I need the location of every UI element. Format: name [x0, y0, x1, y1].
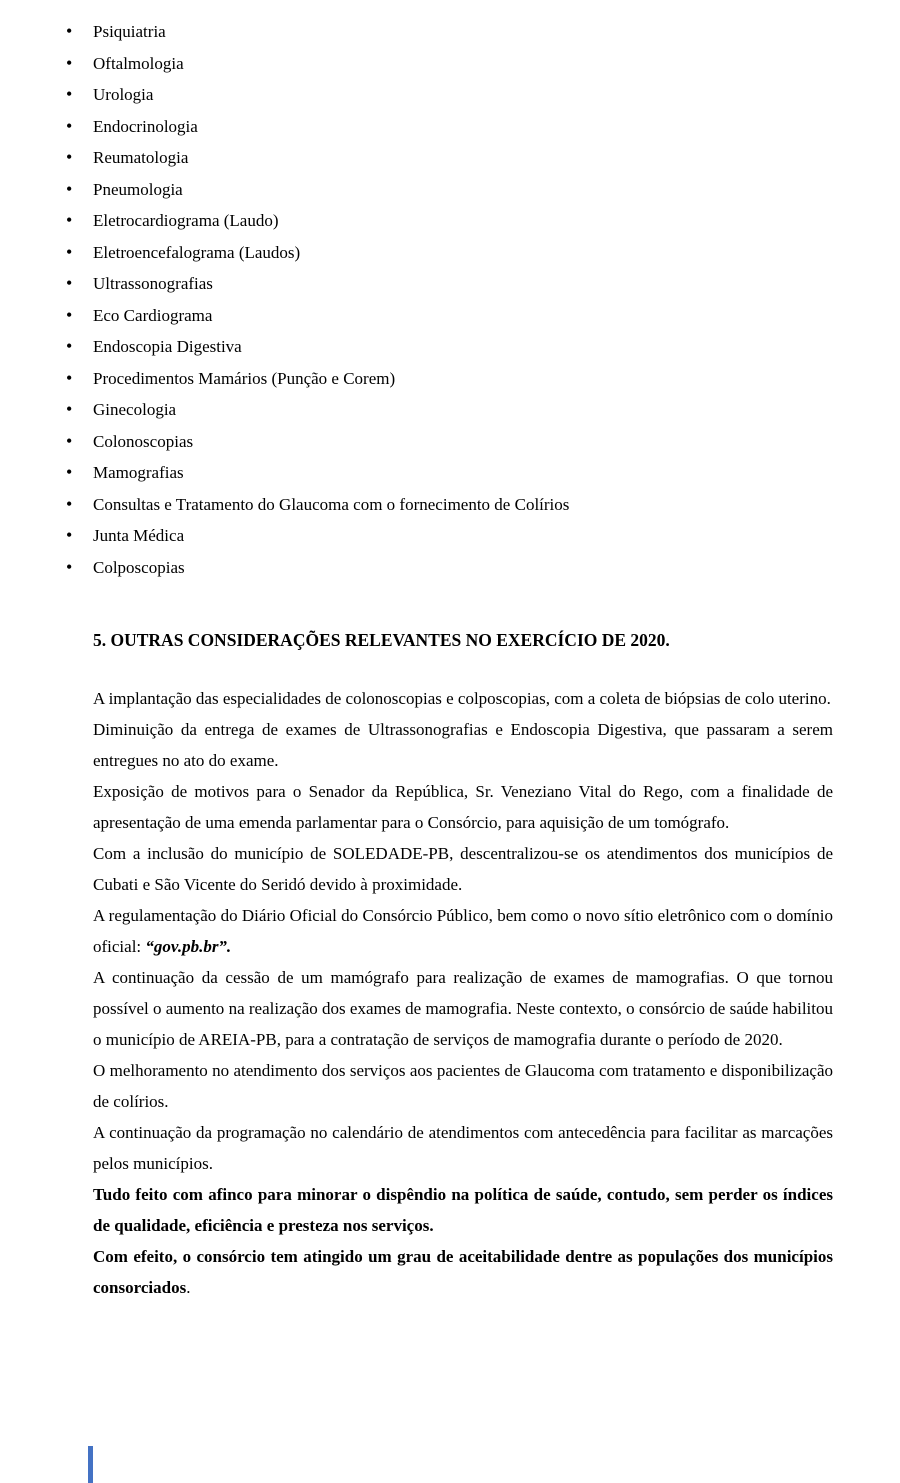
list-item: • Eletroencefalograma (Laudos) — [0, 237, 900, 269]
paragraph: Exposição de motivos para o Senador da República, Sr. Veneziano Vital do Rego, com a finalidade de apresentação de uma emenda parlamentar para o Consórcio, para aquisição de um tomógrafo. — [93, 782, 833, 832]
paragraph-text: . — [186, 1278, 191, 1297]
paragraph-text: A regulamentação do Diário Oficial do Consórcio Público, bem como o novo sítio eletrônico com o domínio oficial: — [93, 906, 833, 956]
list-item: • Mamografias — [0, 457, 900, 489]
paragraph — [93, 900, 833, 962]
blue-edge-marker — [88, 1446, 93, 1483]
paragraph-bold: Tudo feito com afinco para minorar o dispêndio na política de saúde, contudo, sem perder os índices de qualidade, eficiência e presteza nos serviços. — [93, 1185, 833, 1235]
list-item: • Reumatologia — [0, 142, 900, 174]
list-item: • Oftalmologia — [0, 48, 900, 80]
list-item: • Eletrocardiograma (Laudo) — [0, 205, 900, 237]
paragraph-text: Com efeito, o consórcio tem atingido um grau de aceitabilidade dentre as populações dos municípios consorciados — [93, 1247, 833, 1297]
list-item: • Procedimentos Mamários (Punção e Corem) — [0, 363, 900, 395]
section-body — [93, 683, 833, 1303]
list-item: • Eco Cardiograma — [0, 300, 900, 332]
list-item: • Consultas e Tratamento do Glaucoma com o fornecimento de Colírios — [0, 489, 900, 521]
list-item: • Ultrassonografias — [0, 268, 900, 300]
section-heading: 5. OUTRAS CONSIDERAÇÕES RELEVANTES NO EXERCÍCIO DE 2020. — [93, 630, 670, 650]
paragraph: Com a inclusão do município de SOLEDADE-PB, descentralizou-se os atendimentos dos municípios de Cubati e São Vicente do Seridó devido à proximidade. — [93, 844, 833, 894]
list-item: • Colposcopias — [0, 552, 900, 584]
list-item: • Colonoscopias — [0, 426, 900, 458]
list-item: • Ginecologia — [0, 394, 900, 426]
paragraph: Diminuição da entrega de exames de Ultrassonografias e Endoscopia Digestiva, que passaram a serem entregues no ato do exame. — [93, 720, 833, 770]
list-item: • Psiquiatria — [0, 16, 900, 48]
paragraph: A implantação das especialidades de colonoscopias e colposcopias, com a coleta de biópsias de colo uterino. — [93, 689, 831, 708]
paragraph: O melhoramento no atendimento dos serviços aos pacientes de Glaucoma com tratamento e disponibilização de colírios. — [93, 1061, 833, 1111]
list-item: • Pneumologia — [0, 174, 900, 206]
specialties-list — [0, 0, 900, 583]
paragraph: A continuação da programação no calendário de atendimentos com antecedência para facilitar as marcações pelos municípios. — [93, 1123, 833, 1173]
list-item: • Urologia — [0, 79, 900, 111]
official-domain-text: “gov.pb.br”. — [145, 937, 232, 956]
list-item: • Endoscopia Digestiva — [0, 331, 900, 363]
paragraph-bold — [93, 1241, 833, 1303]
paragraph: A continuação da cessão de um mamógrafo para realização de exames de mamografias. O que tornou possível o aumento na realização dos exames de mamografia. Neste contexto, o consórcio de saúde habilitou o município de AREIA-PB, para a contratação de serviços de mamografia durante o período de 2020. — [93, 968, 833, 1049]
list-item: • Endocrinologia — [0, 111, 900, 143]
list-item: • Junta Médica — [0, 520, 900, 552]
